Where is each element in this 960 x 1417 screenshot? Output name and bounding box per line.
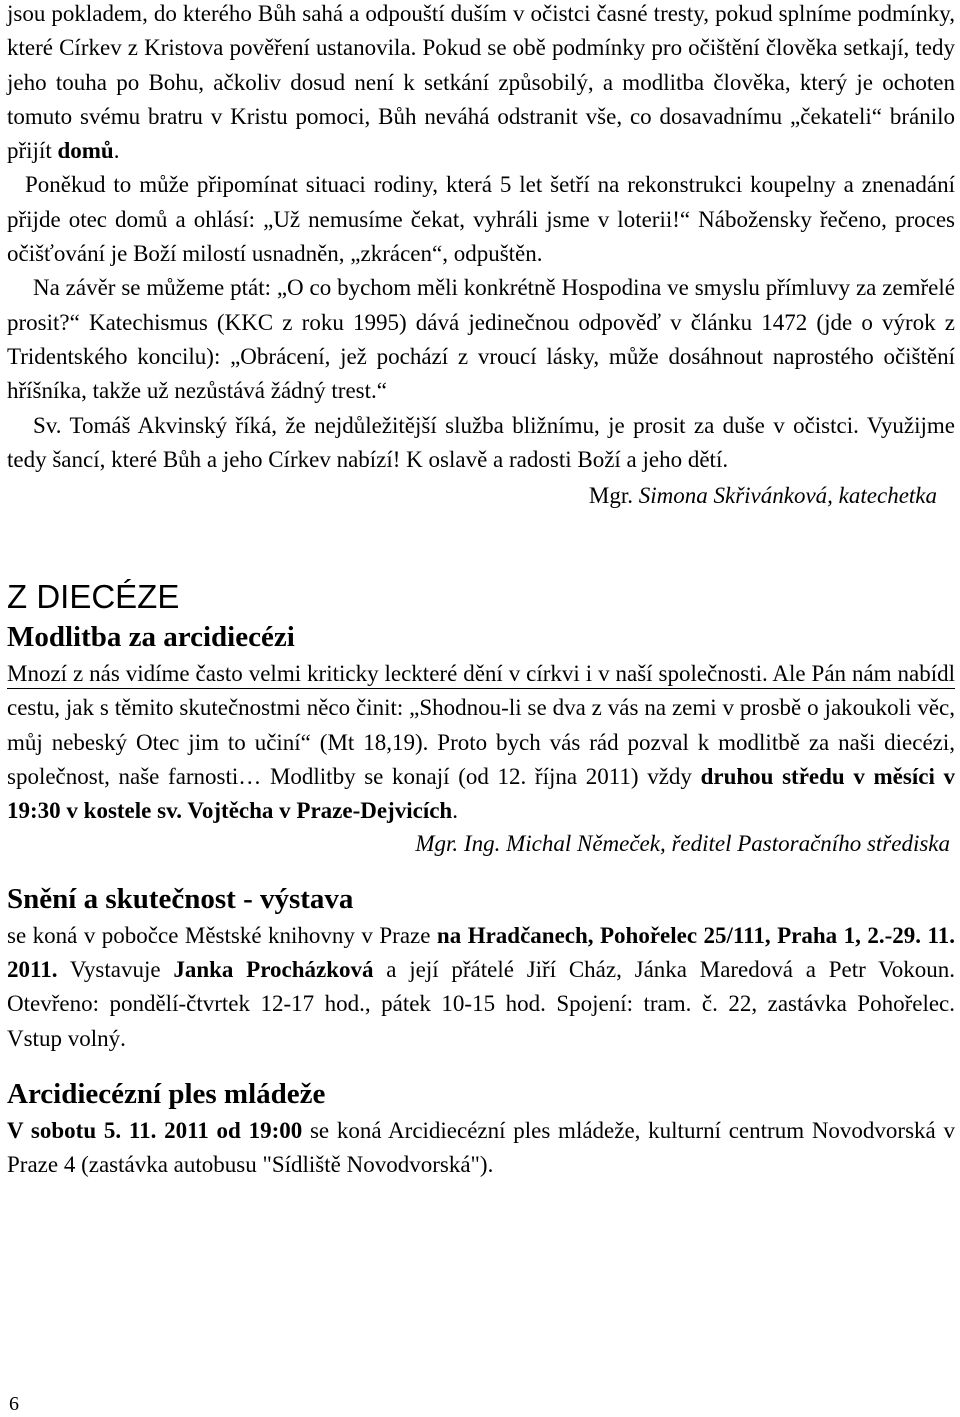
article-title: Modlitba za arcidiecézi	[7, 621, 295, 654]
paragraph-lottery-analogy: Poněkud to může připomínat situaci rodiny, která 5 let šetří na rekonstrukci koupelny a znenadání přijde otec domů a ohlásí: „Už nemusíme čekat, vyhráli jsme v loterii!“ Nábožensky řečeno, proces očišťování je Boží milostí usnadněn, „zkrácen“, odpuštěn.	[7, 172, 955, 267]
article-title: Arcidiecézní ples mládeže	[7, 1077, 326, 1110]
bold-text: V sobotu 5. 11. 2011 od 19:00	[7, 1117, 303, 1143]
spacer	[7, 513, 955, 577]
article-body: V sobotu 5. 11. 2011 od 19:00 se koná Arcidiecézní ples mládeže, kulturní centrum Novodvorská v Praze 4 (zastávka autobusu "Sídliště Novodvorská").	[7, 1117, 955, 1178]
author-signature: Mgr. Simona Skřivánková, katechetka	[588, 483, 937, 509]
section-divider	[7, 688, 955, 689]
ball-article	[7, 1076, 955, 1183]
document-page	[7, 0, 955, 1182]
article-title: Snění a skutečnost - výstava	[7, 882, 354, 915]
bold-text: domů	[57, 138, 114, 164]
article-body: Mnozí z nás vidíme často velmi kriticky leckteré dění v církvi i v naší společnosti. Ale Pán nám nabídl cestu, jak s těmito skutečnostmi něco činit: „Shodnou-li se dva z vás na zemi v prosbě o jakoukoli věc, můj nebeský Otec jim to učiní“ (Mt 18,19). Proto bych vás rád pozval k modlitbě za naši diecézi, společnost, naše farnosti… Modlitby se konají (od 12. října 2011) vždy druhou středu v měsíci v 19:30 v kostele sv. Vojtěcha v Praze-Dejvicích.	[7, 661, 955, 824]
prayer-article	[7, 619, 955, 860]
paragraph-catechism: Na závěr se můžeme ptát: „O co bychom měli konkrétně Hospodina ve smyslu přímluvy za zemřelé prosit?“ Katechismus (KKC z roku 1995) dává jedinečnou odpověď v článku 1472 (jde o výrok z Tridentského koncilu): „Obrácení, jež pochází z vroucí lásky, může dosáhnout naprostého očištění hříšníka, takže už nezůstává žádný trest.“	[7, 275, 955, 404]
article-continuation	[7, 0, 955, 513]
section-heading: Z DIECÉZE	[7, 578, 180, 616]
paragraph-indulgence: jsou pokladem, do kterého Bůh sahá a odpouští duším v očistci časné tresty, pokud splníme podmínky, které Církev z Kristova pověření ustanovila. Pokud se obě podmínky pro očištění člověka setkají, tedy jeho touha po Bohu, ačkoliv dosud není k setkání způsobilý, a modlitba člověka, který je ochoten tomuto svému bratru v Kristu pomoci, Bůh neváhá odstranit vše, co dosavadnímu „čekateli“ bránilo přijít domů.	[7, 1, 955, 164]
paragraph-thomas-aquinas: Sv. Tomáš Akvinský říká, že nejdůležitější služba bližnímu, je prosit za duše v očistci. Využijme tedy šancí, které Bůh a jeho Církev nabízí! K oslavě a radosti Boží a jeho dětí.	[7, 412, 955, 472]
bold-text: na Hradčanech, Pohořelec 25/111, Praha 1, 2.-29. 11. 2011.	[7, 922, 955, 982]
bold-text: druhou středu v měsíci v 19:30 v kostele sv. Vojtěcha v Praze-Dejvicích	[7, 764, 955, 824]
exhibition-article	[7, 881, 955, 1056]
article-body: se koná v pobočce Městské knihovny v Praze na Hradčanech, Pohořelec 25/111, Praha 1, 2.-29. 11. 2011. Vystavuje Janka Procházková a její přátelé Jiří Cház, Jánka Maredová a Petr Vokoun. Otevřeno: pondělí-čtvrtek 12-17 hod., pátek 10-15 hod. Spojení: tram. č. 22, zastávka Pohořelec. Vstup volný.	[7, 922, 955, 1051]
author-signature: Mgr. Ing. Michal Němeček, ředitel Pastoračního střediska	[415, 830, 950, 856]
page-number: 6	[9, 1393, 19, 1415]
bold-text: Janka Procházková	[173, 956, 374, 982]
